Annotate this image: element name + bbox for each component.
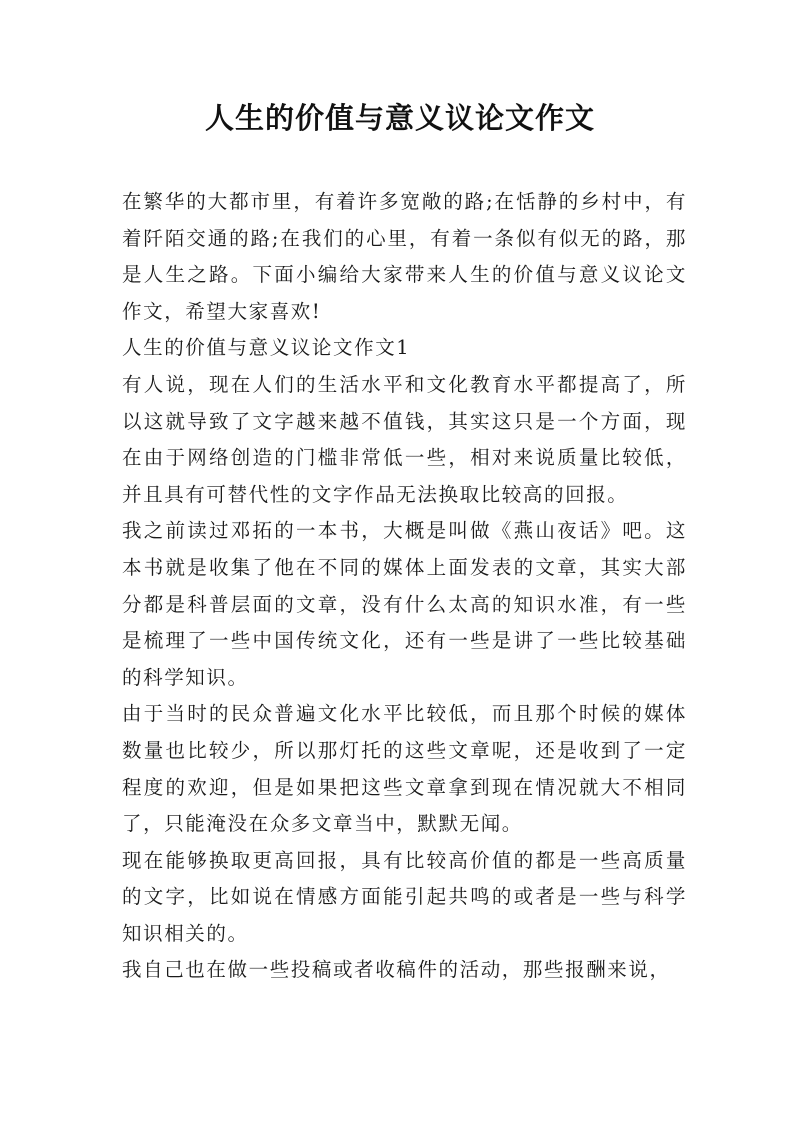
body-paragraph: 我之前读过邓拓的一本书，大概是叫做《燕山夜话》吧。这本书就是收集了他在不同的媒体上面发表的文章，其实大部分都是科普层面的文章，没有什么太高的知识水准，有一些是梳理了一些中国传统文化，还有一些是讲了一些比较基础的科学知识。 [122,519,687,689]
document-body [122,184,687,989]
body-paragraph: 我自己也在做一些投稿或者收稿件的活动，那些报酬来说， [122,958,671,982]
body-paragraph: 由于当时的民众普遍文化水平比较低，而且那个时候的媒体数量也比较少，所以那灯托的这些文章呢，还是收到了一定程度的欢迎，但是如果把这些文章拿到现在情况就大不相同了，只能淹没在众多文章当中，默默无闻。 [122,702,687,836]
body-paragraph: 现在能够换取更高回报，具有比较高价值的都是一些高质量的文字，比如说在情感方面能引起共鸣的或者是一些与科学知识相关的。 [122,848,687,945]
section-heading: 人生的价值与意义议论文作文1 [122,336,411,360]
body-paragraph: 有人说，现在人们的生活水平和文化教育水平都提高了，所以这就导致了文字越来越不值钱，其实这只是一个方面，现在由于网络创造的门槛非常低一些，相对来说质量比较低，并且具有可替代性的文字作品无法换取比较高的回报。 [122,372,687,506]
intro-paragraph: 在繁华的大都市里，有着许多宽敞的路;在恬静的乡村中，有着阡陌交通的路;在我们的心里，有着一条似有似无的路，那是人生之路。下面小编给大家带来人生的价值与意义议论文作文，希望大家喜欢! [122,190,687,323]
document-title: 人生的价值与意义议论文作文 [204,101,595,135]
